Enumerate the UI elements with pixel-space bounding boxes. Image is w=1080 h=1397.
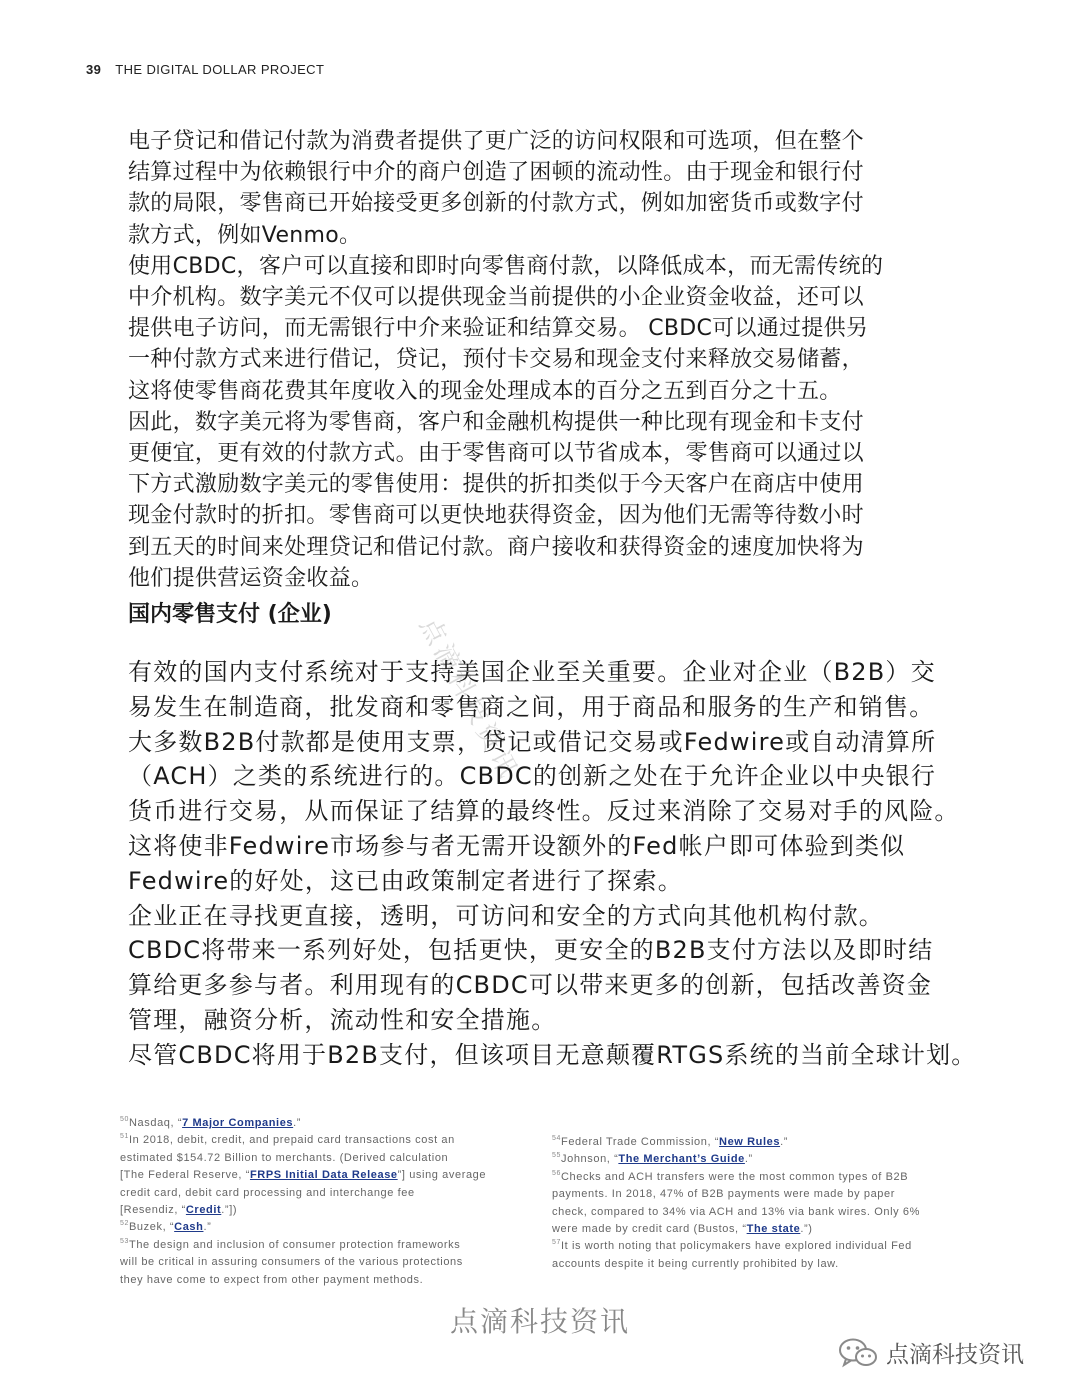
footnote-link[interactable]: 7 Major Companies [182,1117,294,1129]
text-line: 现金付款时的折扣。零售商可以更快地获得资金，因为他们无需等待数小时 [128,503,864,529]
text-line: 结算过程中为依赖银行中介的商户创造了困顿的流动性。由于现金和银行付 [128,160,864,186]
footnote-text-line: accounts despite it being currently prohibited by law. [552,1257,839,1270]
footnote-57: $^{57}$It is worth noting that policymakers have explored individual Fed [552,1239,912,1253]
footnote-text-line: payments. In 2018, 47% of B2B payments were made by paper [552,1188,895,1201]
footnote-number: 53 [120,1237,129,1245]
text-line: 管理，融资分析，流动性和安全措施。 [128,1005,557,1034]
footnote-number: 50 [120,1116,129,1123]
footnote-link[interactable]: The state [746,1223,801,1236]
text-line: 这将使非Fedwire市场参与者无需开设额外的Fed帐户即可体验到类似 [128,831,906,860]
text-line: 大多数B2B付款都是使用支票，贷记或借记交易或Fedwire或自动清算所 [128,727,937,756]
text-line: 算给更多参与者。利用现有的CBDC可以带来更多的创新，包括改善资金 [128,971,933,1000]
text-line: （ACH）之类的系统进行的。CBDC的创新之处在于允许企业以中央银行 [128,762,937,791]
section-heading: 国内零售支付 (企业) [128,602,332,627]
document-title: THE DIGITAL DOLLAR PROJECT [115,62,325,77]
footnote-53: $^{53}$The design and inclusion of consumer protection frameworks [120,1237,461,1251]
text-line: 款的局限，零售商已开始接受更多创新的付款方式，例如加密货币或数字付 [128,191,864,217]
footnote-number: 56 [552,1169,561,1177]
text-line: 下方式激励数字美元的零售使用：提供的折扣类似于今天客户在商店中使用 [128,472,864,498]
footnote-50: $^{50}$Nasdaq, “7 Major Companies.” [120,1116,302,1129]
text-line: CBDC将带来一系列好处，包括更快，更安全的B2B支付方法以及即时结 [128,936,934,965]
text-line: 电子贷记和借记付款为消费者提供了更广泛的访问权限和可选项，但在整个 [128,129,864,154]
text-line: 一种付款方式来进行借记，贷记，预付卡交易和现金支付来释放交易储蓄， [128,347,864,373]
footnote-number: 55 [552,1152,561,1160]
text-line: Fedwire的好处，这已由政策制定者进行了探索。 [128,866,683,895]
footnote-number: 51 [120,1133,129,1141]
footnotes-left [120,1115,520,1289]
wechat-account-name: 点滴科技资讯 [886,1342,1024,1368]
text-line: 因此，数字美元将为零售商，客户和金融机构提供一种比现有现金和卡支付 [128,409,864,435]
footnotes-right [552,1134,952,1273]
text-line: 提供电子访问，而无需银行中介来验证和结算交易。 CBDC可以通过提供另 [128,316,869,342]
footnote-text-line: were made by credit card (Bustos, “The state.”) [552,1223,813,1236]
footnote-link[interactable]: The Merchant’s Guide [618,1153,745,1166]
text-line: 企业正在寻找更直接，透明，可访问和安全的方式向其他机构付款。 [128,901,884,930]
footnote-link[interactable]: New Rules [719,1136,781,1148]
footnote-52: $^{52}$Buzek, “Cash.” [120,1220,212,1234]
footnote-54: $^{54}$Federal Trade Commission, “New Rules.” [552,1135,788,1148]
page-header [86,62,324,77]
text-line: 货币进行交易，从而保证了结算的最终性。反过来消除了交易对手的风险。 [128,797,960,826]
footnote-text-line: estimated $154.72 Billion to merchants. (Derived calculation [120,1151,449,1164]
wechat-badge [838,1336,1024,1369]
footnote-text-line: check, compared to 34% via ACH and 13% via bank wires. Only 6% [552,1205,920,1218]
footnote-text-line: they have come to expect from other payment methods. [120,1273,424,1286]
footnote-link[interactable]: Cash [174,1221,204,1234]
footnote-51: $^{51}$In 2018, debit, credit, and prepaid card transactions cost an [120,1133,455,1147]
footnote-link[interactable]: FRPS Initial Data Release [249,1169,398,1182]
footnote-text-line: will be critical in assuring consumers of the various protections [120,1256,463,1269]
page-number: 39 [86,62,102,77]
text-line: 使用CBDC，客户可以直接和即时向零售商付款，以降低成本，而无需传统的 [128,253,884,279]
footnote-text-line: [The Federal Reserve, “FRPS Initial Data Release”] using average [120,1169,487,1182]
text-line: 更便宜，更有效的付款方式。由于零售商可以节省成本，零售商可以通过以 [128,441,864,467]
text-line: 到五天的时间来处理贷记和借记付款。商户接收和获得资金的速度加快将为 [128,534,864,560]
footnote-text-line: credit card, debit card processing and interchange fee [120,1186,415,1199]
text-line: 他们提供营运资金收益。 [128,565,374,591]
footnote-text-line: [Resendiz, “Credit.”]) [120,1204,238,1217]
footnote-number: 52 [120,1220,129,1228]
text-line: 这将使零售商花费其年度收入的现金处理成本的百分之五到百分之十五。 [128,378,842,404]
footnote-number: 57 [552,1239,561,1247]
text-line: 尽管CBDC将用于B2B支付，但该项目无意颠覆RTGS系统的当前全球计划。 [128,1040,977,1069]
diagonal-watermark: 点滴科技资讯 [413,612,525,786]
footnote-55: $^{55}$Johnson, “The Merchant’s Guide.” [552,1152,753,1166]
body-paragraph-retail [128,126,968,594]
text-line: 款方式，例如Venmo。 [128,222,362,248]
footnote-56: $^{56}$Checks and ACH transfers were the most common types of B2B [552,1169,909,1183]
footer-watermark: 点滴科技资讯 [449,1305,630,1338]
footnote-link[interactable]: Credit [185,1204,222,1217]
wechat-icon [838,1337,878,1369]
footnote-number: 54 [552,1135,561,1142]
text-line: 易发生在制造商，批发商和零售商之间，用于商品和服务的生产和销售。 [128,692,935,721]
text-line: 有效的国内支付系统对于支持美国企业至关重要。企业对企业（B2B）交 [128,658,936,686]
text-line: 中介机构。数字美元不仅可以提供现金当前提供的小企业资金收益，还可以 [128,285,864,311]
body-paragraph-b2b [128,655,977,1073]
